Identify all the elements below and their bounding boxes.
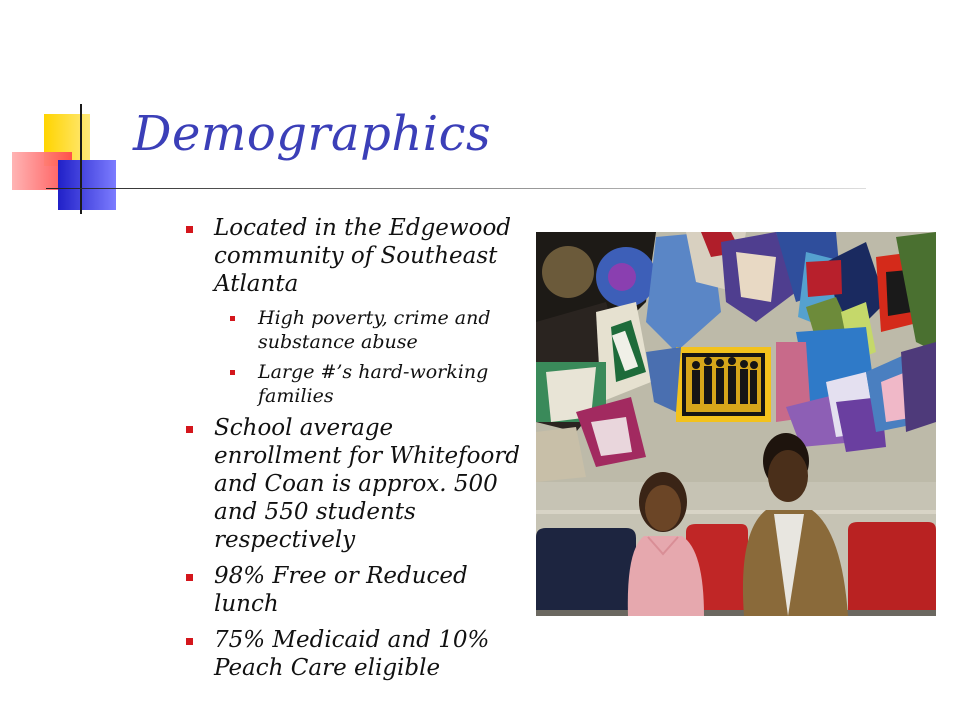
photo [536,232,936,616]
bullet-marker [186,226,193,233]
bullet-text: 98% Free or Reduced lunch [214,563,468,617]
sub-bullet-text: High poverty, crime and substance abuse [258,307,491,353]
sub-bullet-text: Large #’s hard-working families [258,361,489,407]
sub-bullet-poverty [186,306,522,354]
bullet-item-medicaid [186,626,522,682]
bullet-item-lunch [186,562,522,618]
sub-bullet-marker [230,316,235,321]
bullet-marker [186,574,193,581]
bullet-text: 75% Medicaid and 10% Peach Care eligible [214,627,490,681]
title-underline [46,188,866,189]
slide-title: Demographics [133,106,492,162]
sub-bullet-marker [230,370,235,375]
bullet-item-location [186,214,522,298]
chairs [536,522,936,616]
bullet-list [186,214,522,690]
bullet-marker [186,426,193,433]
bullet-text: School average enrollment for Whitefoord and Coan is approx. 500 and 550 students respectively [214,415,521,553]
bullet-text: Located in the Edgewood community of Southeast Atlanta [214,215,512,297]
bullet-marker [186,638,193,645]
sub-bullet-families [186,360,522,408]
bullet-item-enrollment [186,414,522,554]
vertical-divider [80,104,82,214]
photo-illustration [536,232,936,616]
blue-accent-block [58,160,116,210]
